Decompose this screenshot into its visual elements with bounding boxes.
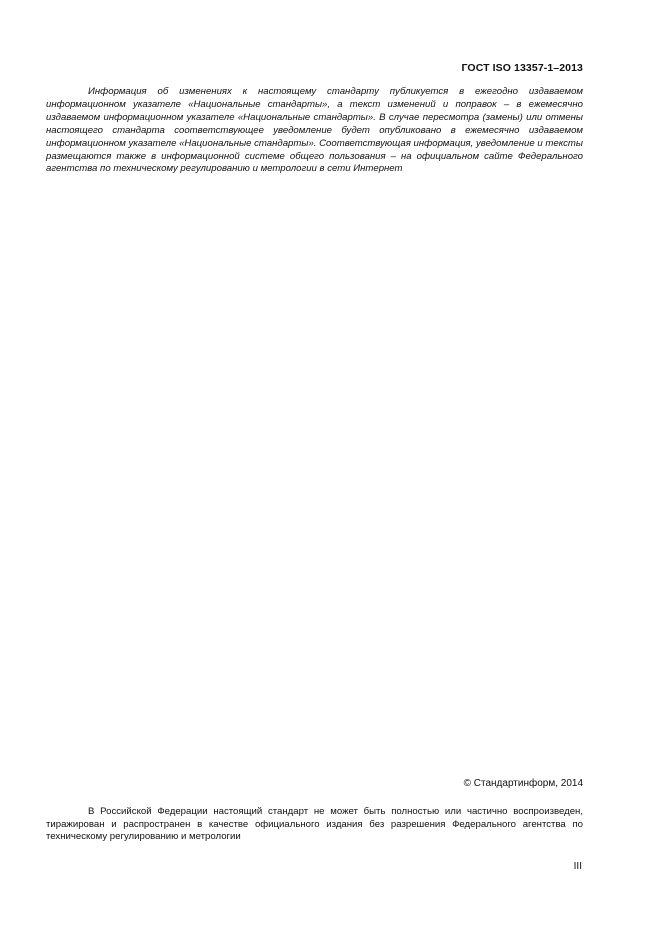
copyright-notice: © Стандартинформ, 2014 (463, 778, 583, 789)
reproduction-notice-section (46, 806, 583, 844)
document-standard-code: ГОСТ ISO 13357-1–2013 (461, 62, 583, 74)
reproduction-notice-paragraph: В Российской Федерации настоящий стандарт не может быть полностью или частично воспроизведен, тиражирован и распространен в качестве официального издания без разрешения Федерального агентства по техническому регулированию и метрологии (46, 806, 583, 843)
amendment-info-paragraph: Информация об изменениях к настоящему стандарту публикуется в ежегодно издаваемом информационном указателе «Национальные стандарты», а текст изменений и поправок – в ежемесячно издаваемом информационном указателе «Национальные стандарты». В случае пересмотра (замены) или отмены настоящего стандарта соответствующее уведомление будет опубликовано в ежемесячно издаваемом информационном указателе «Национальные стандарты». Соответствующая информация, уведомление и тексты размещаются также в информационной системе общего пользования – на официальном сайте Федерального агентства по техническому регулированию и метрологии в сети Интернет (46, 86, 583, 175)
amendment-info-section (46, 86, 583, 176)
page-number: III (573, 861, 582, 872)
